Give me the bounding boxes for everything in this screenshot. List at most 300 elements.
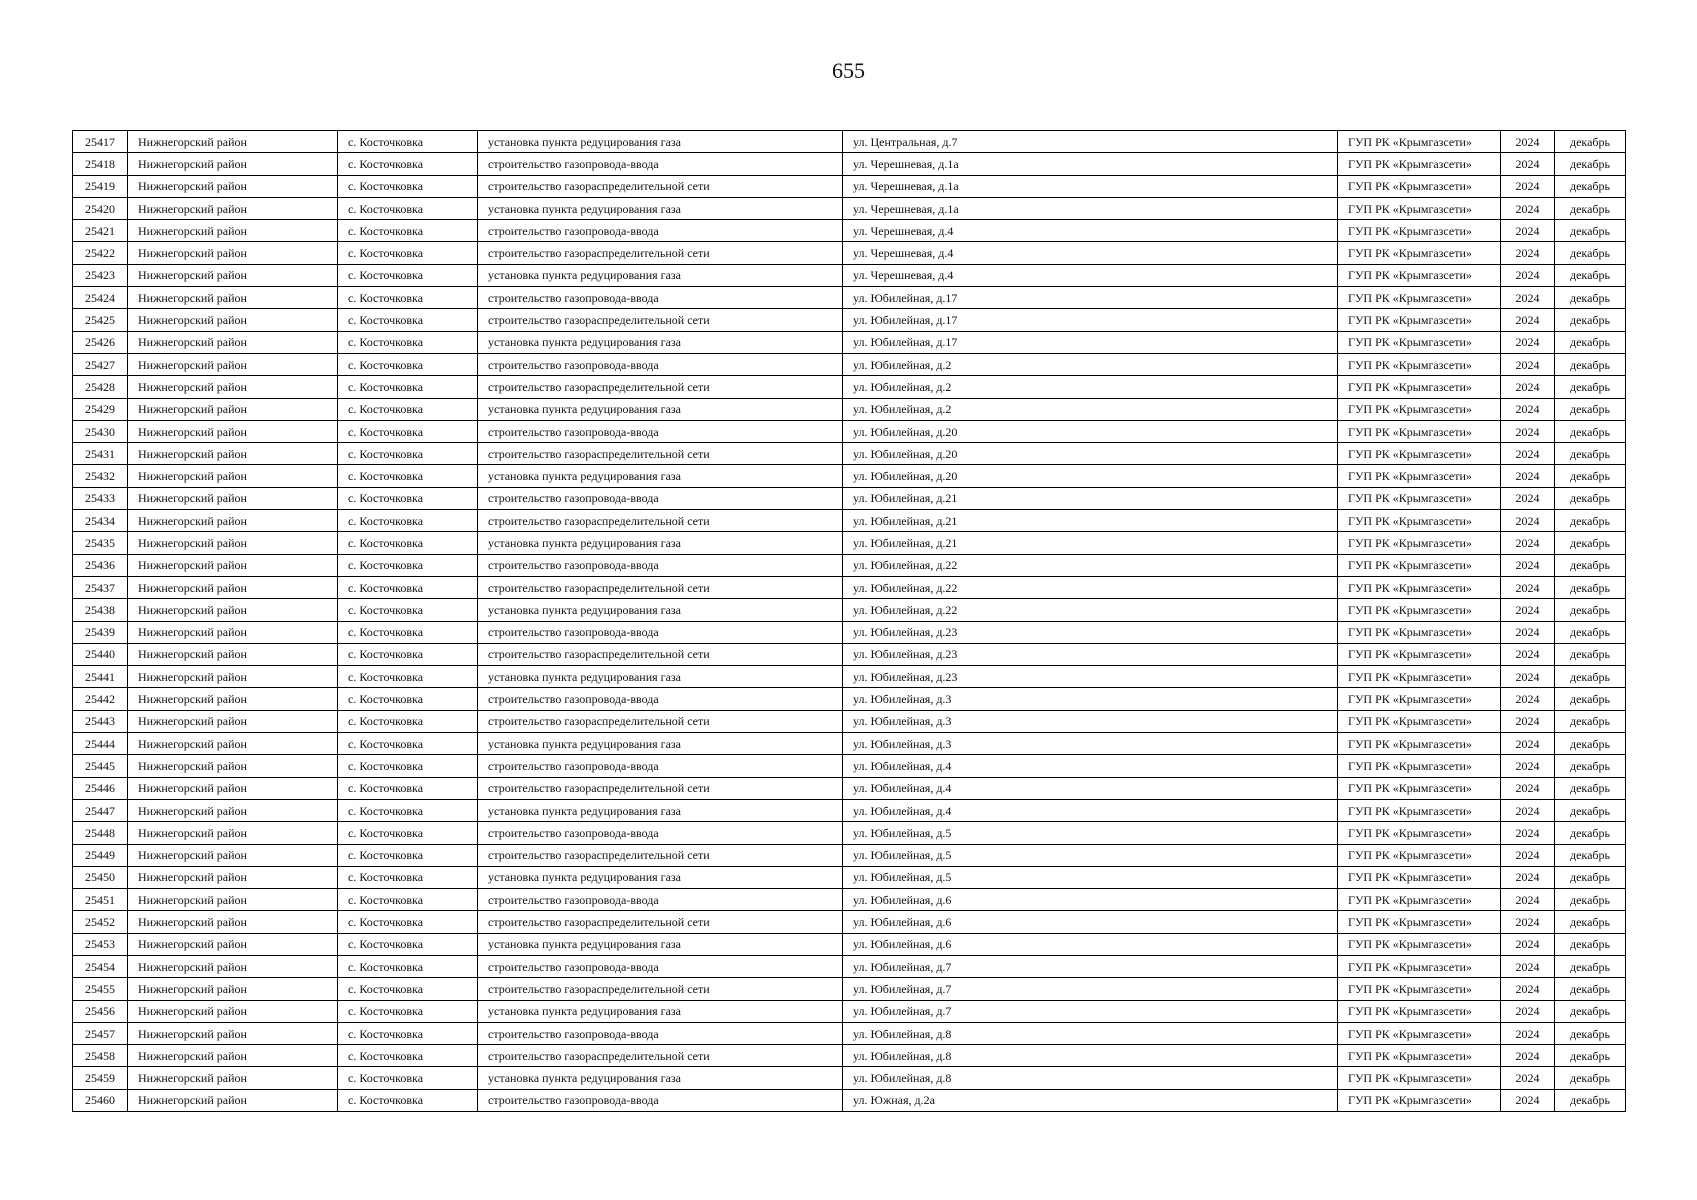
row-number-cell: 25450 (73, 866, 128, 888)
table-row (73, 844, 1626, 866)
organization-cell: ГУП РК «Крымгазсети» (1338, 197, 1501, 219)
settlement-cell: с. Косточковка (338, 710, 478, 732)
address-cell: ул. Юбилейная, д.7 (843, 1000, 1338, 1022)
table-body (73, 131, 1626, 1112)
month-cell: декабрь (1555, 220, 1626, 242)
address-cell: ул. Юбилейная, д.6 (843, 889, 1338, 911)
work-type-cell: строительство газораспределительной сети (478, 242, 843, 264)
work-type-cell: строительство газораспределительной сети (478, 443, 843, 465)
work-type-cell: строительство газопровода-ввода (478, 220, 843, 242)
organization-cell: ГУП РК «Крымгазсети» (1338, 554, 1501, 576)
row-number-cell: 25448 (73, 822, 128, 844)
organization-cell: ГУП РК «Крымгазсети» (1338, 955, 1501, 977)
settlement-cell: с. Косточковка (338, 287, 478, 309)
settlement-cell: с. Косточковка (338, 532, 478, 554)
settlement-cell: с. Косточковка (338, 220, 478, 242)
district-cell: Нижнегорский район (128, 911, 338, 933)
table-row (73, 889, 1626, 911)
address-cell: ул. Юбилейная, д.23 (843, 643, 1338, 665)
work-type-cell: строительство газопровода-ввода (478, 822, 843, 844)
district-cell: Нижнегорский район (128, 510, 338, 532)
district-cell: Нижнегорский район (128, 465, 338, 487)
settlement-cell: с. Косточковка (338, 420, 478, 442)
district-cell: Нижнегорский район (128, 755, 338, 777)
month-cell: декабрь (1555, 844, 1626, 866)
address-cell: ул. Юбилейная, д.17 (843, 309, 1338, 331)
row-number-cell: 25443 (73, 710, 128, 732)
month-cell: декабрь (1555, 309, 1626, 331)
work-type-cell: строительство газопровода-ввода (478, 554, 843, 576)
work-type-cell: строительство газораспределительной сети (478, 175, 843, 197)
table-row (73, 487, 1626, 509)
month-cell: декабрь (1555, 933, 1626, 955)
work-type-cell: строительство газораспределительной сети (478, 510, 843, 532)
table-row (73, 955, 1626, 977)
district-cell: Нижнегорский район (128, 1000, 338, 1022)
work-type-cell: строительство газораспределительной сети (478, 710, 843, 732)
row-number-cell: 25420 (73, 197, 128, 219)
year-cell: 2024 (1501, 1067, 1555, 1089)
organization-cell: ГУП РК «Крымгазсети» (1338, 755, 1501, 777)
month-cell: декабрь (1555, 889, 1626, 911)
row-number-cell: 25428 (73, 376, 128, 398)
settlement-cell: с. Косточковка (338, 822, 478, 844)
row-number-cell: 25449 (73, 844, 128, 866)
row-number-cell: 25458 (73, 1045, 128, 1067)
year-cell: 2024 (1501, 287, 1555, 309)
row-number-cell: 25460 (73, 1089, 128, 1111)
settlement-cell: с. Косточковка (338, 376, 478, 398)
table-row (73, 532, 1626, 554)
organization-cell: ГУП РК «Крымгазсети» (1338, 398, 1501, 420)
table-row (73, 220, 1626, 242)
organization-cell: ГУП РК «Крымгазсети» (1338, 911, 1501, 933)
page-number: 655 (832, 58, 865, 83)
row-number-cell: 25445 (73, 755, 128, 777)
settlement-cell: с. Косточковка (338, 933, 478, 955)
year-cell: 2024 (1501, 688, 1555, 710)
address-cell: ул. Юбилейная, д.5 (843, 844, 1338, 866)
address-cell: ул. Черешневая, д.4 (843, 264, 1338, 286)
year-cell: 2024 (1501, 131, 1555, 153)
month-cell: декабрь (1555, 264, 1626, 286)
settlement-cell: с. Косточковка (338, 153, 478, 175)
work-type-cell: строительство газопровода-ввода (478, 153, 843, 175)
table-row (73, 264, 1626, 286)
settlement-cell: с. Косточковка (338, 955, 478, 977)
organization-cell: ГУП РК «Крымгазсети» (1338, 220, 1501, 242)
row-number-cell: 25446 (73, 777, 128, 799)
row-number-cell: 25418 (73, 153, 128, 175)
district-cell: Нижнегорский район (128, 420, 338, 442)
district-cell: Нижнегорский район (128, 978, 338, 1000)
work-type-cell: строительство газораспределительной сети (478, 576, 843, 598)
month-cell: декабрь (1555, 799, 1626, 821)
work-type-cell: строительство газораспределительной сети (478, 309, 843, 331)
settlement-cell: с. Косточковка (338, 131, 478, 153)
year-cell: 2024 (1501, 510, 1555, 532)
work-type-cell: строительство газораспределительной сети (478, 844, 843, 866)
year-cell: 2024 (1501, 376, 1555, 398)
organization-cell: ГУП РК «Крымгазсети» (1338, 1067, 1501, 1089)
address-cell: ул. Черешневая, д.1а (843, 197, 1338, 219)
settlement-cell: с. Косточковка (338, 443, 478, 465)
year-cell: 2024 (1501, 866, 1555, 888)
settlement-cell: с. Косточковка (338, 889, 478, 911)
district-cell: Нижнегорский район (128, 1067, 338, 1089)
year-cell: 2024 (1501, 1022, 1555, 1044)
table-row (73, 799, 1626, 821)
address-cell: ул. Юбилейная, д.2 (843, 353, 1338, 375)
month-cell: декабрь (1555, 822, 1626, 844)
organization-cell: ГУП РК «Крымгазсети» (1338, 131, 1501, 153)
district-cell: Нижнегорский район (128, 933, 338, 955)
work-type-cell: установка пункта редуцирования газа (478, 331, 843, 353)
row-number-cell: 25444 (73, 733, 128, 755)
district-cell: Нижнегорский район (128, 1089, 338, 1111)
row-number-cell: 25441 (73, 666, 128, 688)
district-cell: Нижнегорский район (128, 599, 338, 621)
table-row (73, 287, 1626, 309)
address-cell: ул. Юбилейная, д.6 (843, 933, 1338, 955)
row-number-cell: 25439 (73, 621, 128, 643)
district-cell: Нижнегорский район (128, 175, 338, 197)
district-cell: Нижнегорский район (128, 866, 338, 888)
settlement-cell: с. Косточковка (338, 309, 478, 331)
work-type-cell: строительство газораспределительной сети (478, 978, 843, 1000)
year-cell: 2024 (1501, 175, 1555, 197)
organization-cell: ГУП РК «Крымгазсети» (1338, 153, 1501, 175)
organization-cell: ГУП РК «Крымгазсети» (1338, 844, 1501, 866)
settlement-cell: с. Косточковка (338, 398, 478, 420)
address-cell: ул. Черешневая, д.1а (843, 153, 1338, 175)
month-cell: декабрь (1555, 353, 1626, 375)
month-cell: декабрь (1555, 510, 1626, 532)
settlement-cell: с. Косточковка (338, 911, 478, 933)
month-cell: декабрь (1555, 666, 1626, 688)
settlement-cell: с. Косточковка (338, 554, 478, 576)
year-cell: 2024 (1501, 242, 1555, 264)
row-number-cell: 25457 (73, 1022, 128, 1044)
table-row (73, 197, 1626, 219)
work-type-cell: строительство газопровода-ввода (478, 621, 843, 643)
table-row (73, 131, 1626, 153)
organization-cell: ГУП РК «Крымгазсети» (1338, 688, 1501, 710)
work-type-cell: установка пункта редуцирования газа (478, 1000, 843, 1022)
organization-cell: ГУП РК «Крымгазсети» (1338, 309, 1501, 331)
month-cell: декабрь (1555, 621, 1626, 643)
work-type-cell: установка пункта редуцирования газа (478, 866, 843, 888)
address-cell: ул. Юбилейная, д.21 (843, 487, 1338, 509)
table-row (73, 175, 1626, 197)
row-number-cell: 25419 (73, 175, 128, 197)
district-cell: Нижнегорский район (128, 621, 338, 643)
settlement-cell: с. Косточковка (338, 666, 478, 688)
month-cell: декабрь (1555, 443, 1626, 465)
year-cell: 2024 (1501, 799, 1555, 821)
work-type-cell: строительство газопровода-ввода (478, 889, 843, 911)
table-row (73, 331, 1626, 353)
row-number-cell: 25424 (73, 287, 128, 309)
table-row (73, 554, 1626, 576)
address-cell: ул. Юбилейная, д.4 (843, 755, 1338, 777)
settlement-cell: с. Косточковка (338, 844, 478, 866)
row-number-cell: 25454 (73, 955, 128, 977)
year-cell: 2024 (1501, 532, 1555, 554)
work-type-cell: строительство газопровода-ввода (478, 353, 843, 375)
district-cell: Нижнегорский район (128, 777, 338, 799)
address-cell: ул. Юбилейная, д.3 (843, 710, 1338, 732)
table-row (73, 1067, 1626, 1089)
row-number-cell: 25447 (73, 799, 128, 821)
year-cell: 2024 (1501, 554, 1555, 576)
year-cell: 2024 (1501, 666, 1555, 688)
district-cell: Нижнегорский район (128, 1022, 338, 1044)
organization-cell: ГУП РК «Крымгазсети» (1338, 621, 1501, 643)
work-type-cell: строительство газопровода-ввода (478, 1089, 843, 1111)
address-cell: ул. Юбилейная, д.17 (843, 331, 1338, 353)
address-cell: ул. Юбилейная, д.20 (843, 420, 1338, 442)
address-cell: ул. Черешневая, д.1а (843, 175, 1338, 197)
address-cell: ул. Юбилейная, д.3 (843, 688, 1338, 710)
work-type-cell: строительство газопровода-ввода (478, 688, 843, 710)
table-row (73, 353, 1626, 375)
row-number-cell: 25429 (73, 398, 128, 420)
district-cell: Нижнегорский район (128, 955, 338, 977)
month-cell: декабрь (1555, 911, 1626, 933)
organization-cell: ГУП РК «Крымгазсети» (1338, 510, 1501, 532)
table-row (73, 576, 1626, 598)
table-row (73, 755, 1626, 777)
district-cell: Нижнегорский район (128, 799, 338, 821)
organization-cell: ГУП РК «Крымгазсети» (1338, 353, 1501, 375)
row-number-cell: 25430 (73, 420, 128, 442)
organization-cell: ГУП РК «Крымгазсети» (1338, 666, 1501, 688)
district-cell: Нижнегорский район (128, 733, 338, 755)
table-row (73, 666, 1626, 688)
row-number-cell: 25438 (73, 599, 128, 621)
work-type-cell: строительство газопровода-ввода (478, 755, 843, 777)
organization-cell: ГУП РК «Крымгазсети» (1338, 978, 1501, 1000)
district-cell: Нижнегорский район (128, 844, 338, 866)
district-cell: Нижнегорский район (128, 643, 338, 665)
work-type-cell: строительство газораспределительной сети (478, 1045, 843, 1067)
address-cell: ул. Юбилейная, д.20 (843, 443, 1338, 465)
organization-cell: ГУП РК «Крымгазсети» (1338, 643, 1501, 665)
address-cell: ул. Юбилейная, д.17 (843, 287, 1338, 309)
table-row (73, 733, 1626, 755)
work-type-cell: строительство газопровода-ввода (478, 487, 843, 509)
district-cell: Нижнегорский район (128, 153, 338, 175)
month-cell: декабрь (1555, 131, 1626, 153)
work-type-cell: установка пункта редуцирования газа (478, 131, 843, 153)
work-type-cell: строительство газораспределительной сети (478, 376, 843, 398)
row-number-cell: 25427 (73, 353, 128, 375)
table-row (73, 242, 1626, 264)
year-cell: 2024 (1501, 733, 1555, 755)
table-row (73, 599, 1626, 621)
settlement-cell: с. Косточковка (338, 576, 478, 598)
work-type-cell: строительство газопровода-ввода (478, 287, 843, 309)
settlement-cell: с. Косточковка (338, 866, 478, 888)
district-cell: Нижнегорский район (128, 487, 338, 509)
year-cell: 2024 (1501, 599, 1555, 621)
address-cell: ул. Юбилейная, д.5 (843, 822, 1338, 844)
district-cell: Нижнегорский район (128, 376, 338, 398)
year-cell: 2024 (1501, 197, 1555, 219)
address-cell: ул. Юбилейная, д.7 (843, 978, 1338, 1000)
work-type-cell: строительство газопровода-ввода (478, 420, 843, 442)
settlement-cell: с. Косточковка (338, 1067, 478, 1089)
row-number-cell: 25459 (73, 1067, 128, 1089)
work-type-cell: установка пункта редуцирования газа (478, 264, 843, 286)
row-number-cell: 25451 (73, 889, 128, 911)
row-number-cell: 25431 (73, 443, 128, 465)
address-cell: ул. Юбилейная, д.2 (843, 398, 1338, 420)
district-cell: Нижнегорский район (128, 889, 338, 911)
settlement-cell: с. Косточковка (338, 755, 478, 777)
settlement-cell: с. Косточковка (338, 175, 478, 197)
row-number-cell: 25432 (73, 465, 128, 487)
month-cell: декабрь (1555, 688, 1626, 710)
settlement-cell: с. Косточковка (338, 242, 478, 264)
table-row (73, 777, 1626, 799)
organization-cell: ГУП РК «Крымгазсети» (1338, 443, 1501, 465)
row-number-cell: 25421 (73, 220, 128, 242)
settlement-cell: с. Косточковка (338, 688, 478, 710)
settlement-cell: с. Косточковка (338, 599, 478, 621)
address-cell: ул. Юбилейная, д.22 (843, 576, 1338, 598)
work-type-cell: установка пункта редуцирования газа (478, 599, 843, 621)
table-row (73, 933, 1626, 955)
row-number-cell: 25434 (73, 510, 128, 532)
organization-cell: ГУП РК «Крымгазсети» (1338, 889, 1501, 911)
settlement-cell: с. Косточковка (338, 1000, 478, 1022)
year-cell: 2024 (1501, 487, 1555, 509)
table-row (73, 688, 1626, 710)
month-cell: декабрь (1555, 197, 1626, 219)
table-row (73, 153, 1626, 175)
settlement-cell: с. Косточковка (338, 1089, 478, 1111)
year-cell: 2024 (1501, 264, 1555, 286)
address-cell: ул. Юбилейная, д.21 (843, 532, 1338, 554)
year-cell: 2024 (1501, 465, 1555, 487)
organization-cell: ГУП РК «Крымгазсети» (1338, 933, 1501, 955)
settlement-cell: с. Косточковка (338, 353, 478, 375)
row-number-cell: 25425 (73, 309, 128, 331)
year-cell: 2024 (1501, 420, 1555, 442)
address-cell: ул. Юбилейная, д.21 (843, 510, 1338, 532)
row-number-cell: 25455 (73, 978, 128, 1000)
district-cell: Нижнегорский район (128, 822, 338, 844)
month-cell: декабрь (1555, 1089, 1626, 1111)
month-cell: декабрь (1555, 733, 1626, 755)
address-cell: ул. Юбилейная, д.4 (843, 777, 1338, 799)
row-number-cell: 25417 (73, 131, 128, 153)
address-cell: ул. Юбилейная, д.23 (843, 621, 1338, 643)
month-cell: декабрь (1555, 710, 1626, 732)
row-number-cell: 25442 (73, 688, 128, 710)
table-row (73, 398, 1626, 420)
table-row (73, 911, 1626, 933)
month-cell: декабрь (1555, 1067, 1626, 1089)
table-row (73, 978, 1626, 1000)
organization-cell: ГУП РК «Крымгазсети» (1338, 376, 1501, 398)
settlement-cell: с. Косточковка (338, 487, 478, 509)
table-row (73, 1089, 1626, 1111)
row-number-cell: 25436 (73, 554, 128, 576)
settlement-cell: с. Косточковка (338, 197, 478, 219)
settlement-cell: с. Косточковка (338, 510, 478, 532)
address-cell: ул. Юбилейная, д.7 (843, 955, 1338, 977)
organization-cell: ГУП РК «Крымгазсети» (1338, 710, 1501, 732)
year-cell: 2024 (1501, 777, 1555, 799)
year-cell: 2024 (1501, 220, 1555, 242)
year-cell: 2024 (1501, 643, 1555, 665)
work-type-cell: установка пункта редуцирования газа (478, 666, 843, 688)
year-cell: 2024 (1501, 1045, 1555, 1067)
year-cell: 2024 (1501, 889, 1555, 911)
month-cell: декабрь (1555, 175, 1626, 197)
year-cell: 2024 (1501, 398, 1555, 420)
district-cell: Нижнегорский район (128, 666, 338, 688)
year-cell: 2024 (1501, 955, 1555, 977)
organization-cell: ГУП РК «Крымгазсети» (1338, 1089, 1501, 1111)
table-row (73, 510, 1626, 532)
organization-cell: ГУП РК «Крымгазсети» (1338, 465, 1501, 487)
district-cell: Нижнегорский район (128, 197, 338, 219)
table-row (73, 621, 1626, 643)
organization-cell: ГУП РК «Крымгазсети» (1338, 264, 1501, 286)
month-cell: декабрь (1555, 1000, 1626, 1022)
year-cell: 2024 (1501, 911, 1555, 933)
month-cell: декабрь (1555, 398, 1626, 420)
organization-cell: ГУП РК «Крымгазсети» (1338, 1000, 1501, 1022)
table-row (73, 1045, 1626, 1067)
organization-cell: ГУП РК «Крымгазсети» (1338, 242, 1501, 264)
district-cell: Нижнегорский район (128, 220, 338, 242)
address-cell: ул. Черешневая, д.4 (843, 242, 1338, 264)
table-row (73, 822, 1626, 844)
table-row (73, 866, 1626, 888)
row-number-cell: 25440 (73, 643, 128, 665)
row-number-cell: 25433 (73, 487, 128, 509)
year-cell: 2024 (1501, 443, 1555, 465)
year-cell: 2024 (1501, 933, 1555, 955)
organization-cell: ГУП РК «Крымгазсети» (1338, 599, 1501, 621)
work-type-cell: строительство газораспределительной сети (478, 777, 843, 799)
year-cell: 2024 (1501, 822, 1555, 844)
row-number-cell: 25423 (73, 264, 128, 286)
district-cell: Нижнегорский район (128, 287, 338, 309)
work-type-cell: установка пункта редуцирования газа (478, 197, 843, 219)
address-cell: ул. Юбилейная, д.8 (843, 1067, 1338, 1089)
row-number-cell: 25453 (73, 933, 128, 955)
organization-cell: ГУП РК «Крымгазсети» (1338, 777, 1501, 799)
settlement-cell: с. Косточковка (338, 621, 478, 643)
organization-cell: ГУП РК «Крымгазсети» (1338, 1022, 1501, 1044)
organization-cell: ГУП РК «Крымгазсети» (1338, 532, 1501, 554)
settlement-cell: с. Косточковка (338, 1022, 478, 1044)
address-cell: ул. Юбилейная, д.20 (843, 465, 1338, 487)
month-cell: декабрь (1555, 643, 1626, 665)
address-cell: ул. Юбилейная, д.23 (843, 666, 1338, 688)
month-cell: декабрь (1555, 331, 1626, 353)
table-row (73, 465, 1626, 487)
month-cell: декабрь (1555, 287, 1626, 309)
district-cell: Нижнегорский район (128, 554, 338, 576)
district-cell: Нижнегорский район (128, 131, 338, 153)
